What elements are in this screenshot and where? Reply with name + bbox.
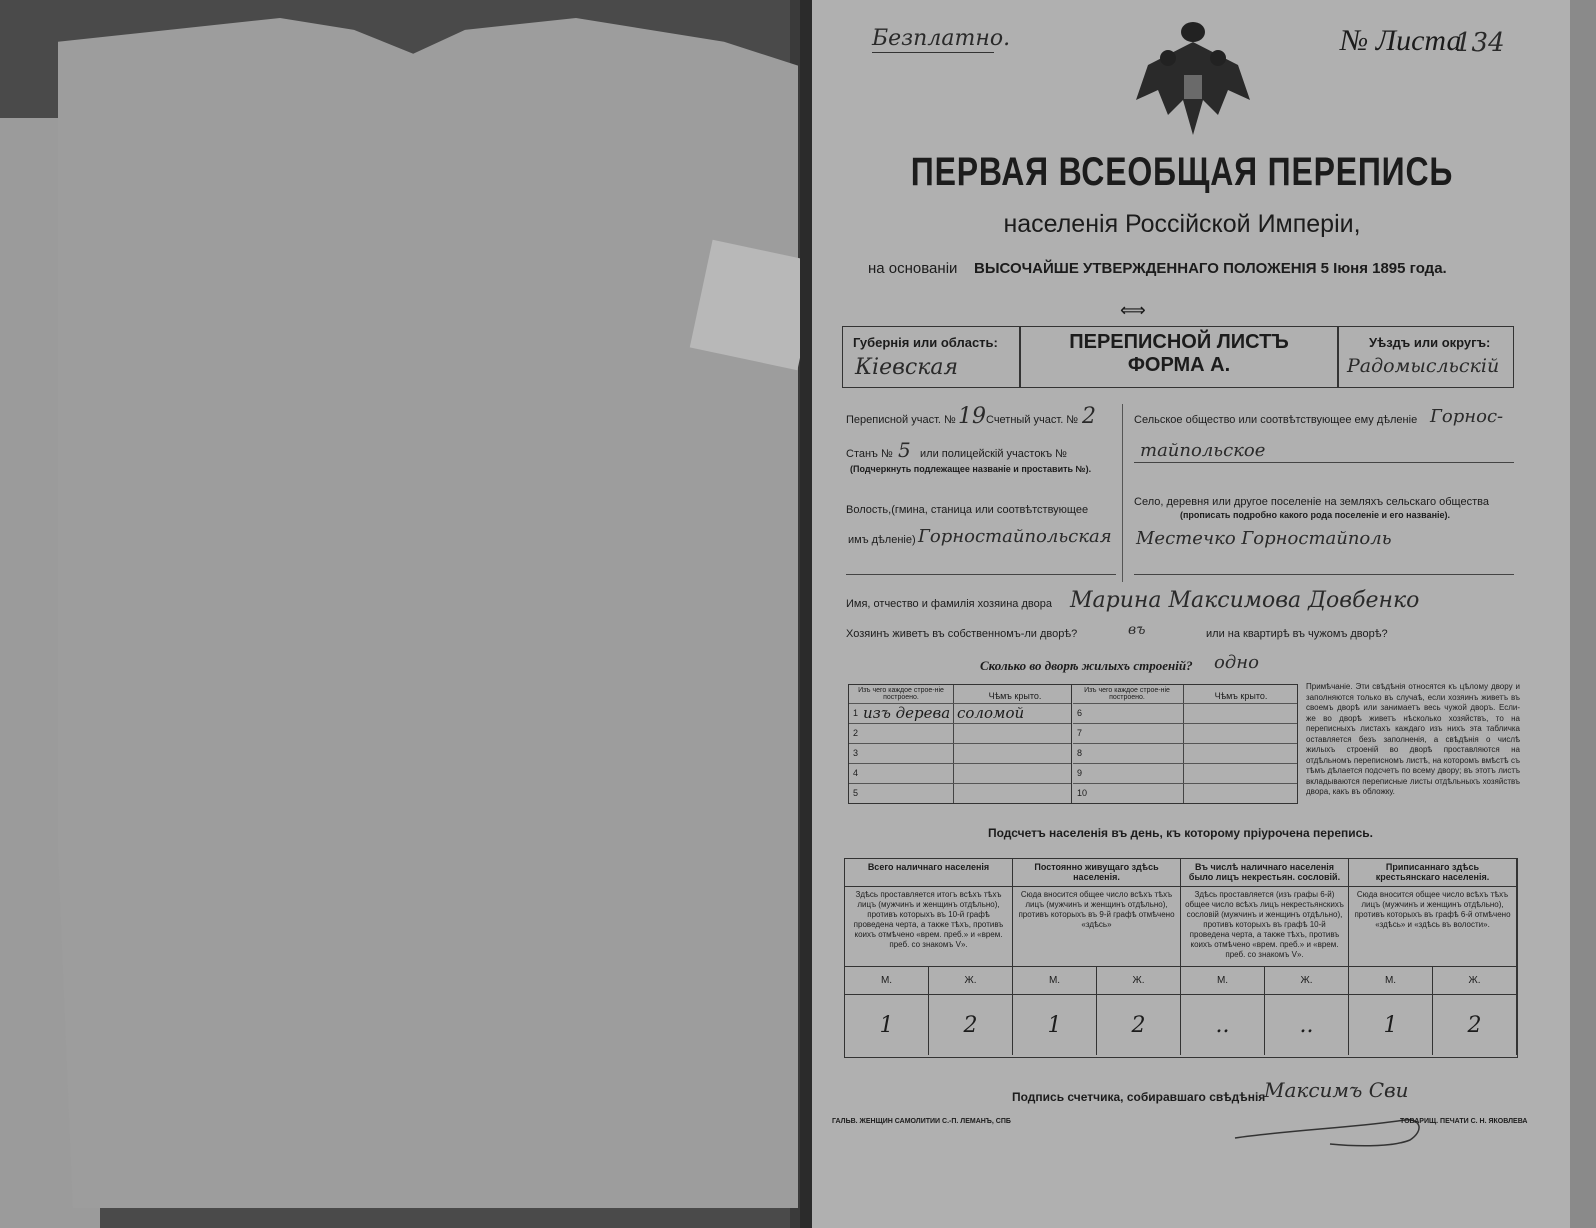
building-material: изъ дерева: [863, 704, 951, 722]
left-blank-page: [58, 18, 798, 1208]
sheet-number-label: № Листа: [1340, 24, 1462, 57]
owner-name-label: Имя, отчество и фамилія хозяина двора: [846, 598, 1052, 610]
census-district-label: Переписной участ. №: [846, 414, 956, 426]
roof-header: Чѣмъ крыто.: [988, 691, 1042, 701]
buildings-table-left: [849, 685, 1072, 803]
basis-prefix: на основаніи: [868, 260, 958, 277]
building-row: [1073, 703, 1297, 724]
imperial-eagle-emblem-icon: [1128, 20, 1258, 140]
book-gutter: [800, 0, 812, 1228]
summary-f-label: Ж.: [1265, 967, 1349, 995]
building-row: [1073, 763, 1297, 784]
summary-f-value: ..: [1265, 995, 1349, 1055]
stan-value: 5: [898, 438, 911, 462]
own-yard-value: въ: [1128, 622, 1146, 638]
volost-label: Волость,(гмина, станица или соотвѣтствующее: [846, 504, 1089, 516]
basis-text: ВЫСОЧАЙШЕ УТВЕРЖДЕННАГО ПОЛОЖЕНІЯ 5 Іюня 1895 года.: [974, 260, 1447, 277]
buildings-count-value: одно: [1214, 652, 1259, 673]
own-yard-label: Хозяинъ живетъ въ собственномъ-ли дворѣ?: [846, 628, 1078, 640]
stan-label: Станъ №: [846, 448, 893, 460]
building-row-number: 1: [853, 708, 859, 718]
summary-f-value: 2: [1433, 995, 1517, 1055]
buildings-count-label: Сколько во дворѣ жилыхъ строеній?: [980, 658, 1193, 673]
summary-col-desc: Здѣсь проставляется (изъ графы 6-й) общее число всѣхъ лицъ некрестьянскихъ сословій (мужчинъ и женщинъ отдѣльно), противъ которыхъ въ графѣ 10-й проведена черта, а также тѣхъ, противъ коихъ отмѣчено «врем. преб.» и «врем. преб. со знакомъ V».: [1181, 887, 1349, 967]
buildings-note: Примѣчаніе. Эти свѣдѣнія относятся къ цѣлому двору и заполняются только въ случаѣ, если хозяинъ живетъ въ своемъ дворѣ или занимаетъ весь чужой дворъ. Если-же во дворѣ живетъ нѣсколько хозяйствъ, то на переписныхъ листахъ каждаго изъ нихъ эта табличка оставляется безъ заполненія, а свѣдѣнія о числѣ жилыхъ строеній во дворѣ проставляются на отдѣльномъ переписномъ листѣ, на которомъ вмѣстѣ съ тѣмъ дѣлается подсчетъ по всему двору; въ этотъ листъ вкладываются переписные листы отдѣльныхъ хозяйствъ двора, какъ въ обложку.: [1306, 682, 1520, 796]
building-row-number: 10: [1077, 788, 1088, 798]
uezd-label: Уѣздъ или округъ:: [1369, 335, 1491, 350]
free-underline: [872, 52, 994, 53]
owner-name-value: Марина Максимова Довбенко: [1070, 588, 1420, 613]
gubernia-box: [842, 326, 1020, 388]
summary-col-head: Приписаннаго здѣсь крестьянскаго населенія.: [1349, 859, 1517, 887]
page-edge: [1570, 0, 1596, 1228]
summary-table: [844, 858, 1518, 1058]
summary-col-desc: Здѣсь проставляется итогъ всѣхъ тѣхъ лицъ (мужчинъ и женщинъ отдѣльно), противъ которыхъ въ 10-й графѣ проведена черта, а также тѣхъ, противъ коихъ отмѣчено «врем. преб.» и «врем. преб. со знакомъ V».: [845, 887, 1013, 967]
summary-f-value: 2: [1097, 995, 1181, 1055]
signature-label: Подпись счетчика, собиравшаго свѣдѣнія: [1012, 1090, 1266, 1104]
printer-left: ГАЛЬВ. ЖЕНЩИН САМОЛИТИИ С.-П. ЛЕМАНЪ, СПБ: [832, 1118, 1011, 1125]
building-row-number: 4: [853, 768, 859, 778]
summary-m-label: М.: [1013, 967, 1097, 995]
volost-underline: [846, 574, 1116, 575]
summary-m-value: 1: [845, 995, 929, 1055]
page-title: ПЕРВАЯ ВСЕОБЩАЯ ПЕРЕПИСЬ: [910, 150, 1454, 194]
counting-district-label: Счетный участ. №: [986, 414, 1079, 426]
summary-title: Подсчетъ населенія въ день, къ которому пріурочена перепись.: [988, 826, 1373, 840]
building-row: [849, 783, 1071, 804]
building-row-number: 6: [1077, 708, 1083, 718]
summary-m-value: 1: [1013, 995, 1097, 1055]
page-subtitle: населенія Россійской Имперіи,: [1003, 210, 1361, 238]
signature-flourish-icon: [1230, 1100, 1430, 1150]
volost-label-2: имъ дѣленіе): [848, 534, 916, 546]
form-title: ПЕРЕПИСНОЙ ЛИСТЪ: [1069, 331, 1289, 353]
village-note: (прописать подробно какого рода поселеніе и его названіе).: [1180, 510, 1451, 520]
summary-f-label: Ж.: [1433, 967, 1517, 995]
building-row-number: 7: [1077, 728, 1083, 738]
material-header: Изъ чего каждое строе-ніе построено.: [858, 687, 944, 701]
volost-value: Горностайпольская: [918, 526, 1112, 547]
underline-note: (Подчеркнуть подлежащее названіе и проставить №).: [850, 464, 1092, 474]
village-underline: [1134, 574, 1514, 575]
building-row-number: 3: [853, 748, 859, 758]
summary-f-label: Ж.: [1097, 967, 1181, 995]
summary-m-value: 1: [1349, 995, 1433, 1055]
summary-col-head: Всего наличнаго населенія: [845, 859, 1013, 887]
summary-m-label: М.: [1349, 967, 1433, 995]
village-value: Местечко Горностайполь: [1136, 528, 1392, 549]
summary-col-head: Постоянно живущаго здѣсь населенія.: [1013, 859, 1181, 887]
sheet-number-value: 134: [1455, 28, 1505, 58]
building-row: [1073, 723, 1297, 744]
signature-value: Максимъ Сви: [1264, 1078, 1409, 1102]
building-row: [849, 723, 1071, 744]
building-row-number: 8: [1077, 748, 1083, 758]
building-row-number: 9: [1077, 768, 1083, 778]
uezd-value: Радомысльскій: [1347, 355, 1500, 377]
summary-col-desc: Сюда вносится общее число всѣхъ тѣхъ лицъ (мужчинъ и женщинъ отдѣльно), противъ которыхъ въ 9-й графѣ отмѣчено «здѣсь»: [1013, 887, 1181, 967]
field-divider: [1122, 404, 1123, 582]
form-letter: ФОРМА А.: [1127, 354, 1231, 376]
gubernia-label: Губернія или область:: [853, 335, 998, 350]
buildings-table-right: [1073, 685, 1297, 803]
building-row: [849, 763, 1071, 784]
summary-m-label: М.: [845, 967, 929, 995]
gubernia-value: Кіевская: [855, 355, 959, 380]
summary-col-head: Въ числѣ наличнаго населенія было лицъ некрестьян. сословій.: [1181, 859, 1349, 887]
material-header-2: Изъ чего каждое строе-ніе построено.: [1084, 687, 1170, 701]
society-value-1: Горнос-: [1430, 406, 1504, 427]
building-row: [1073, 783, 1297, 804]
roof-header-2: Чѣмъ крыто.: [1214, 691, 1268, 701]
summary-f-value: 2: [929, 995, 1013, 1055]
printer-right: ТОВАРИЩ. ПЕЧАТИ С. Н. ЯКОВЛЕВА: [1400, 1118, 1528, 1125]
building-roof: соломой: [957, 704, 1025, 722]
counting-district-value: 2: [1082, 404, 1096, 429]
rented-yard-label: или на квартирѣ въ чужомъ дворѣ?: [1206, 628, 1388, 640]
form-title-box: [1020, 326, 1338, 388]
village-label: Село, деревня или другое поселеніе на земляхъ сельскаго общества: [1134, 496, 1489, 508]
summary-m-label: М.: [1181, 967, 1265, 995]
building-row: [1073, 743, 1297, 764]
building-row-number: 2: [853, 728, 859, 738]
society-underline: [1134, 462, 1514, 463]
uezd-box: [1338, 326, 1514, 388]
police-district-label: или полицейскій участокъ №: [920, 448, 1067, 460]
building-row: [849, 743, 1071, 764]
summary-col-desc: Сюда вносится общее число всѣхъ тѣхъ лицъ (мужчинъ и женщинъ отдѣльно), противъ которыхъ въ графѣ 6-й отмѣчено «здѣсь» и «здѣсь въ волости».: [1349, 887, 1517, 967]
building-row: [849, 703, 1071, 724]
building-row-number: 5: [853, 788, 859, 798]
society-value-2: тайпольское: [1140, 440, 1266, 461]
free-label: Безплатно.: [872, 26, 1011, 51]
summary-f-label: Ж.: [929, 967, 1013, 995]
summary-m-value: ..: [1181, 995, 1265, 1055]
buildings-table: [848, 684, 1298, 804]
ornament-divider: ⟺: [1120, 300, 1146, 320]
society-label: Сельское общество или соотвѣтствующее ему дѣленіе: [1134, 414, 1418, 426]
census-district-value: 19: [958, 404, 986, 429]
